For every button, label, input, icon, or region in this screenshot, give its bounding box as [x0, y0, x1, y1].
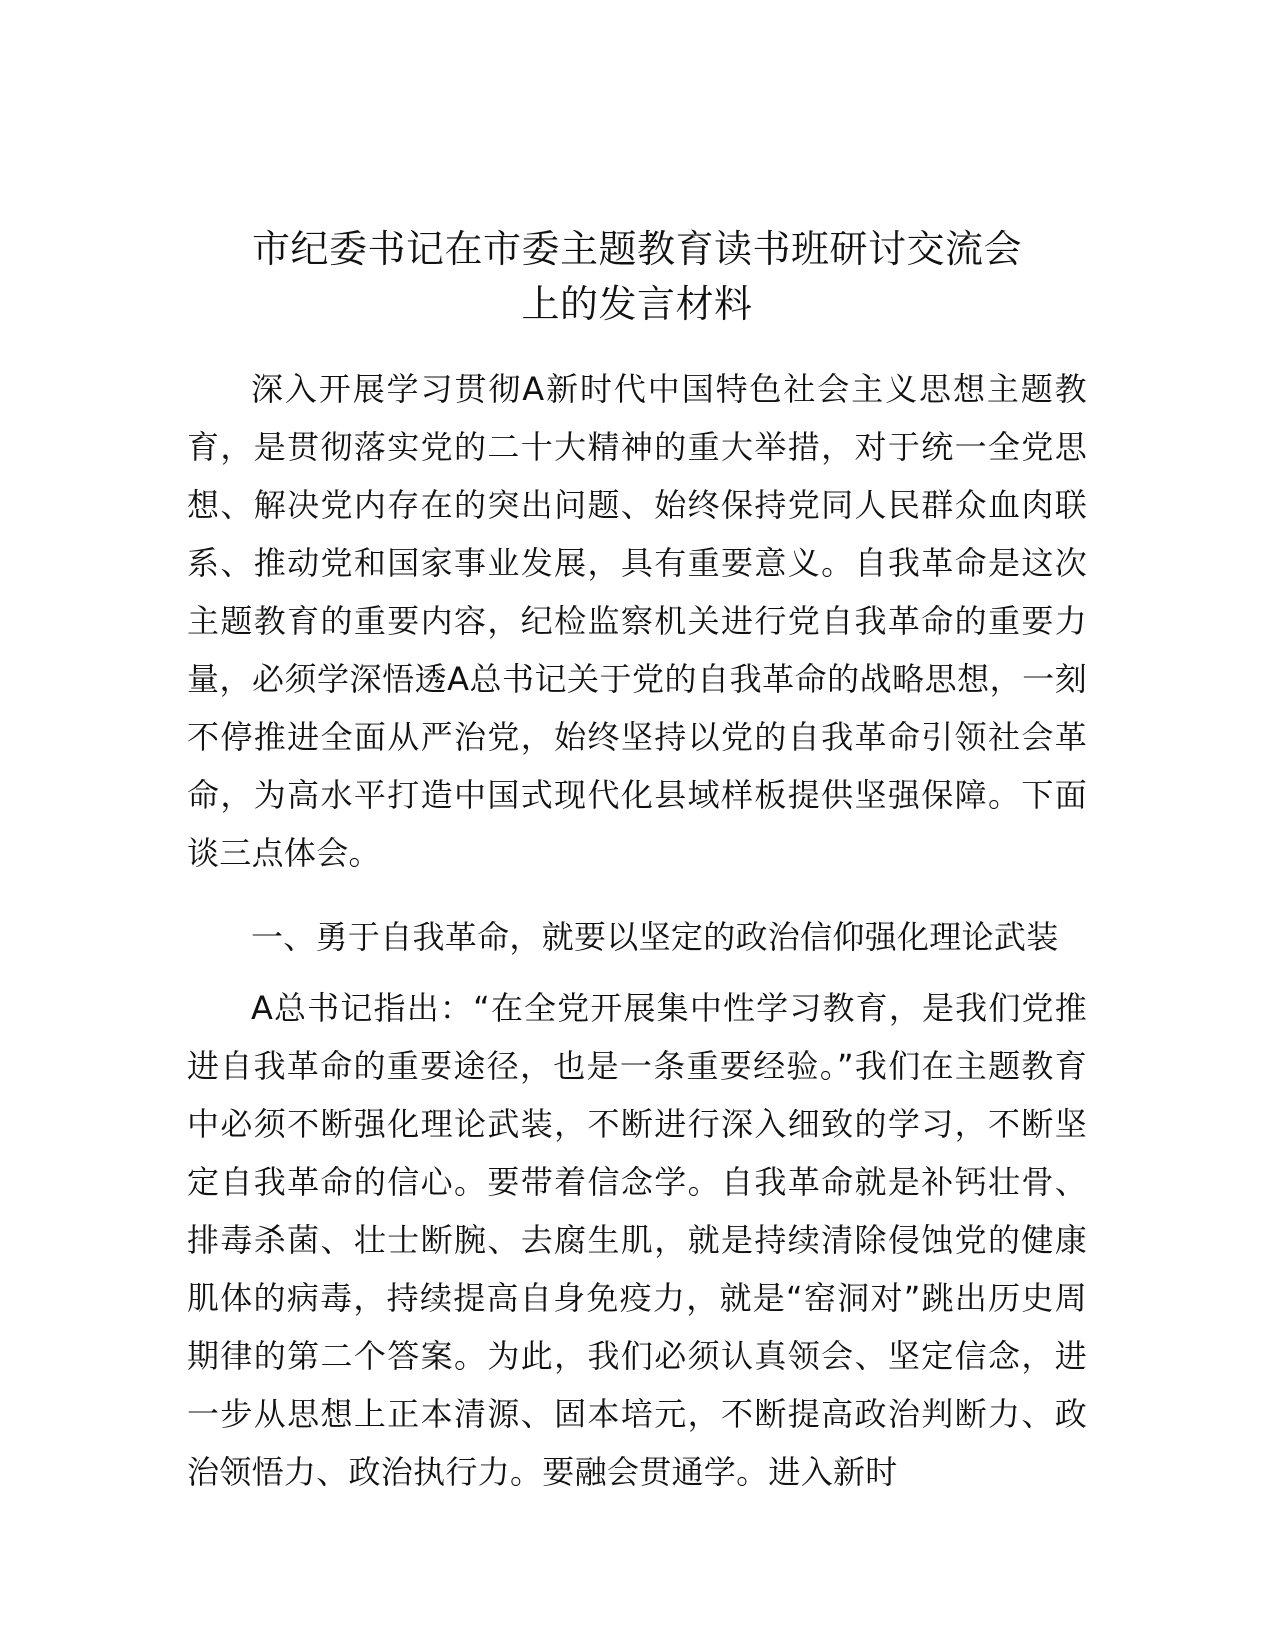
paragraph-gap	[187, 882, 1087, 895]
document-body	[187, 360, 1087, 1501]
section-heading-1: 一、勇于自我革命，就要以坚定的政治信仰强化理论武装	[251, 918, 1059, 956]
intro-paragraph: 深入开展学习贯彻A新时代中国特色社会主义思想主题教育，是贯彻落实党的二十大精神的重大举措，对于统一全党思想、解决党内存在的突出问题、始终保持党同人民群众血肉联系、推动党和国家事业发展，具有重要意义。自我革命是这次主题教育的重要内容，纪检监察机关进行党自我革命的重要力量，必须学深悟透A总书记关于党的自我革命的战略思想，一刻不停推进全面从严治党，始终坚持以党的自我革命引领社会革命，为高水平打造中国式现代化县域样板提供坚强保障。下面谈三点体会。	[187, 370, 1087, 872]
document-title	[187, 222, 1087, 332]
section-1-paragraph: A总书记指出：“在全党开展集中性学习教育，是我们党推进自我革命的重要途径，也是一条重要经验。”我们在主题教育中必须不断强化理论武装，不断进行深入细致的学习，不断坚定自我革命的信心。要带着信念学。自我革命就是补钙壮骨、排毒杀菌、壮士断腕、去腐生肌，就是持续清除侵蚀党的健康肌体的病毒，持续提高自身免疫力，就是“窑洞对”跳出历史周期律的第二个答案。为此，我们必须认真领会、坚定信念，进一步从思想上正本清源、固本培元，不断提高政治判断力、政治领悟力、政治执行力。要融会贯通学。进入新时	[187, 989, 1087, 1491]
title-line-1: 市纪委书记在市委主题教育读书班研讨交流会	[251, 227, 1022, 271]
document-page	[187, 222, 1087, 1501]
title-line-2: 上的发言材料	[521, 282, 753, 326]
